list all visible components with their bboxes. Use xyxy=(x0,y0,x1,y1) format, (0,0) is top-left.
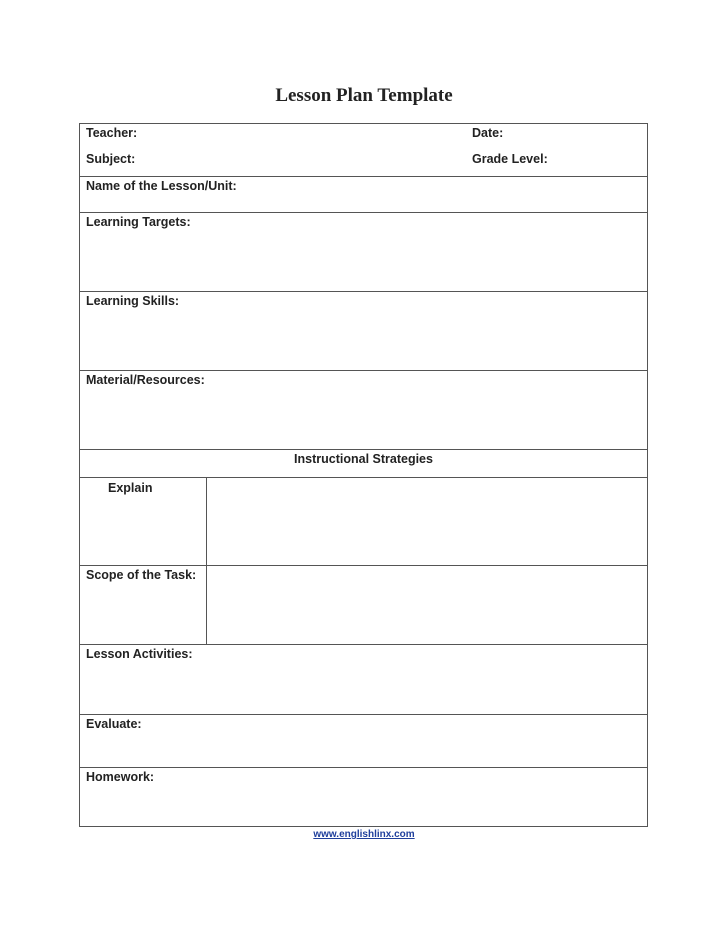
teacher-label: Teacher: xyxy=(86,126,138,140)
divider xyxy=(80,449,647,450)
grade-level-label: Grade Level: xyxy=(472,152,548,166)
divider xyxy=(80,291,647,292)
column-divider xyxy=(206,477,207,644)
divider xyxy=(80,477,647,478)
learning-skills-label: Learning Skills: xyxy=(86,294,180,308)
homework-label: Homework: xyxy=(86,770,155,784)
subject-label: Subject: xyxy=(86,152,136,166)
divider xyxy=(80,714,647,715)
footer-link[interactable]: www.englishlinx.com xyxy=(313,829,415,840)
divider xyxy=(80,176,647,177)
divider xyxy=(80,565,647,566)
instructional-strategies-heading: Instructional Strategies xyxy=(294,452,433,466)
document-title: Lesson Plan Template xyxy=(275,85,453,106)
scope-of-task-label: Scope of the Task: xyxy=(86,568,197,582)
divider xyxy=(80,370,647,371)
lesson-name-label: Name of the Lesson/Unit: xyxy=(86,179,237,193)
explain-label: Explain xyxy=(108,481,153,495)
lesson-activities-label: Lesson Activities: xyxy=(86,647,193,661)
materials-label: Material/Resources: xyxy=(86,373,205,387)
date-label: Date: xyxy=(472,126,504,140)
learning-targets-label: Learning Targets: xyxy=(86,215,191,229)
divider xyxy=(80,767,647,768)
evaluate-label: Evaluate: xyxy=(86,717,142,731)
divider xyxy=(80,644,647,645)
lesson-plan-form xyxy=(79,123,648,827)
divider xyxy=(80,212,647,213)
